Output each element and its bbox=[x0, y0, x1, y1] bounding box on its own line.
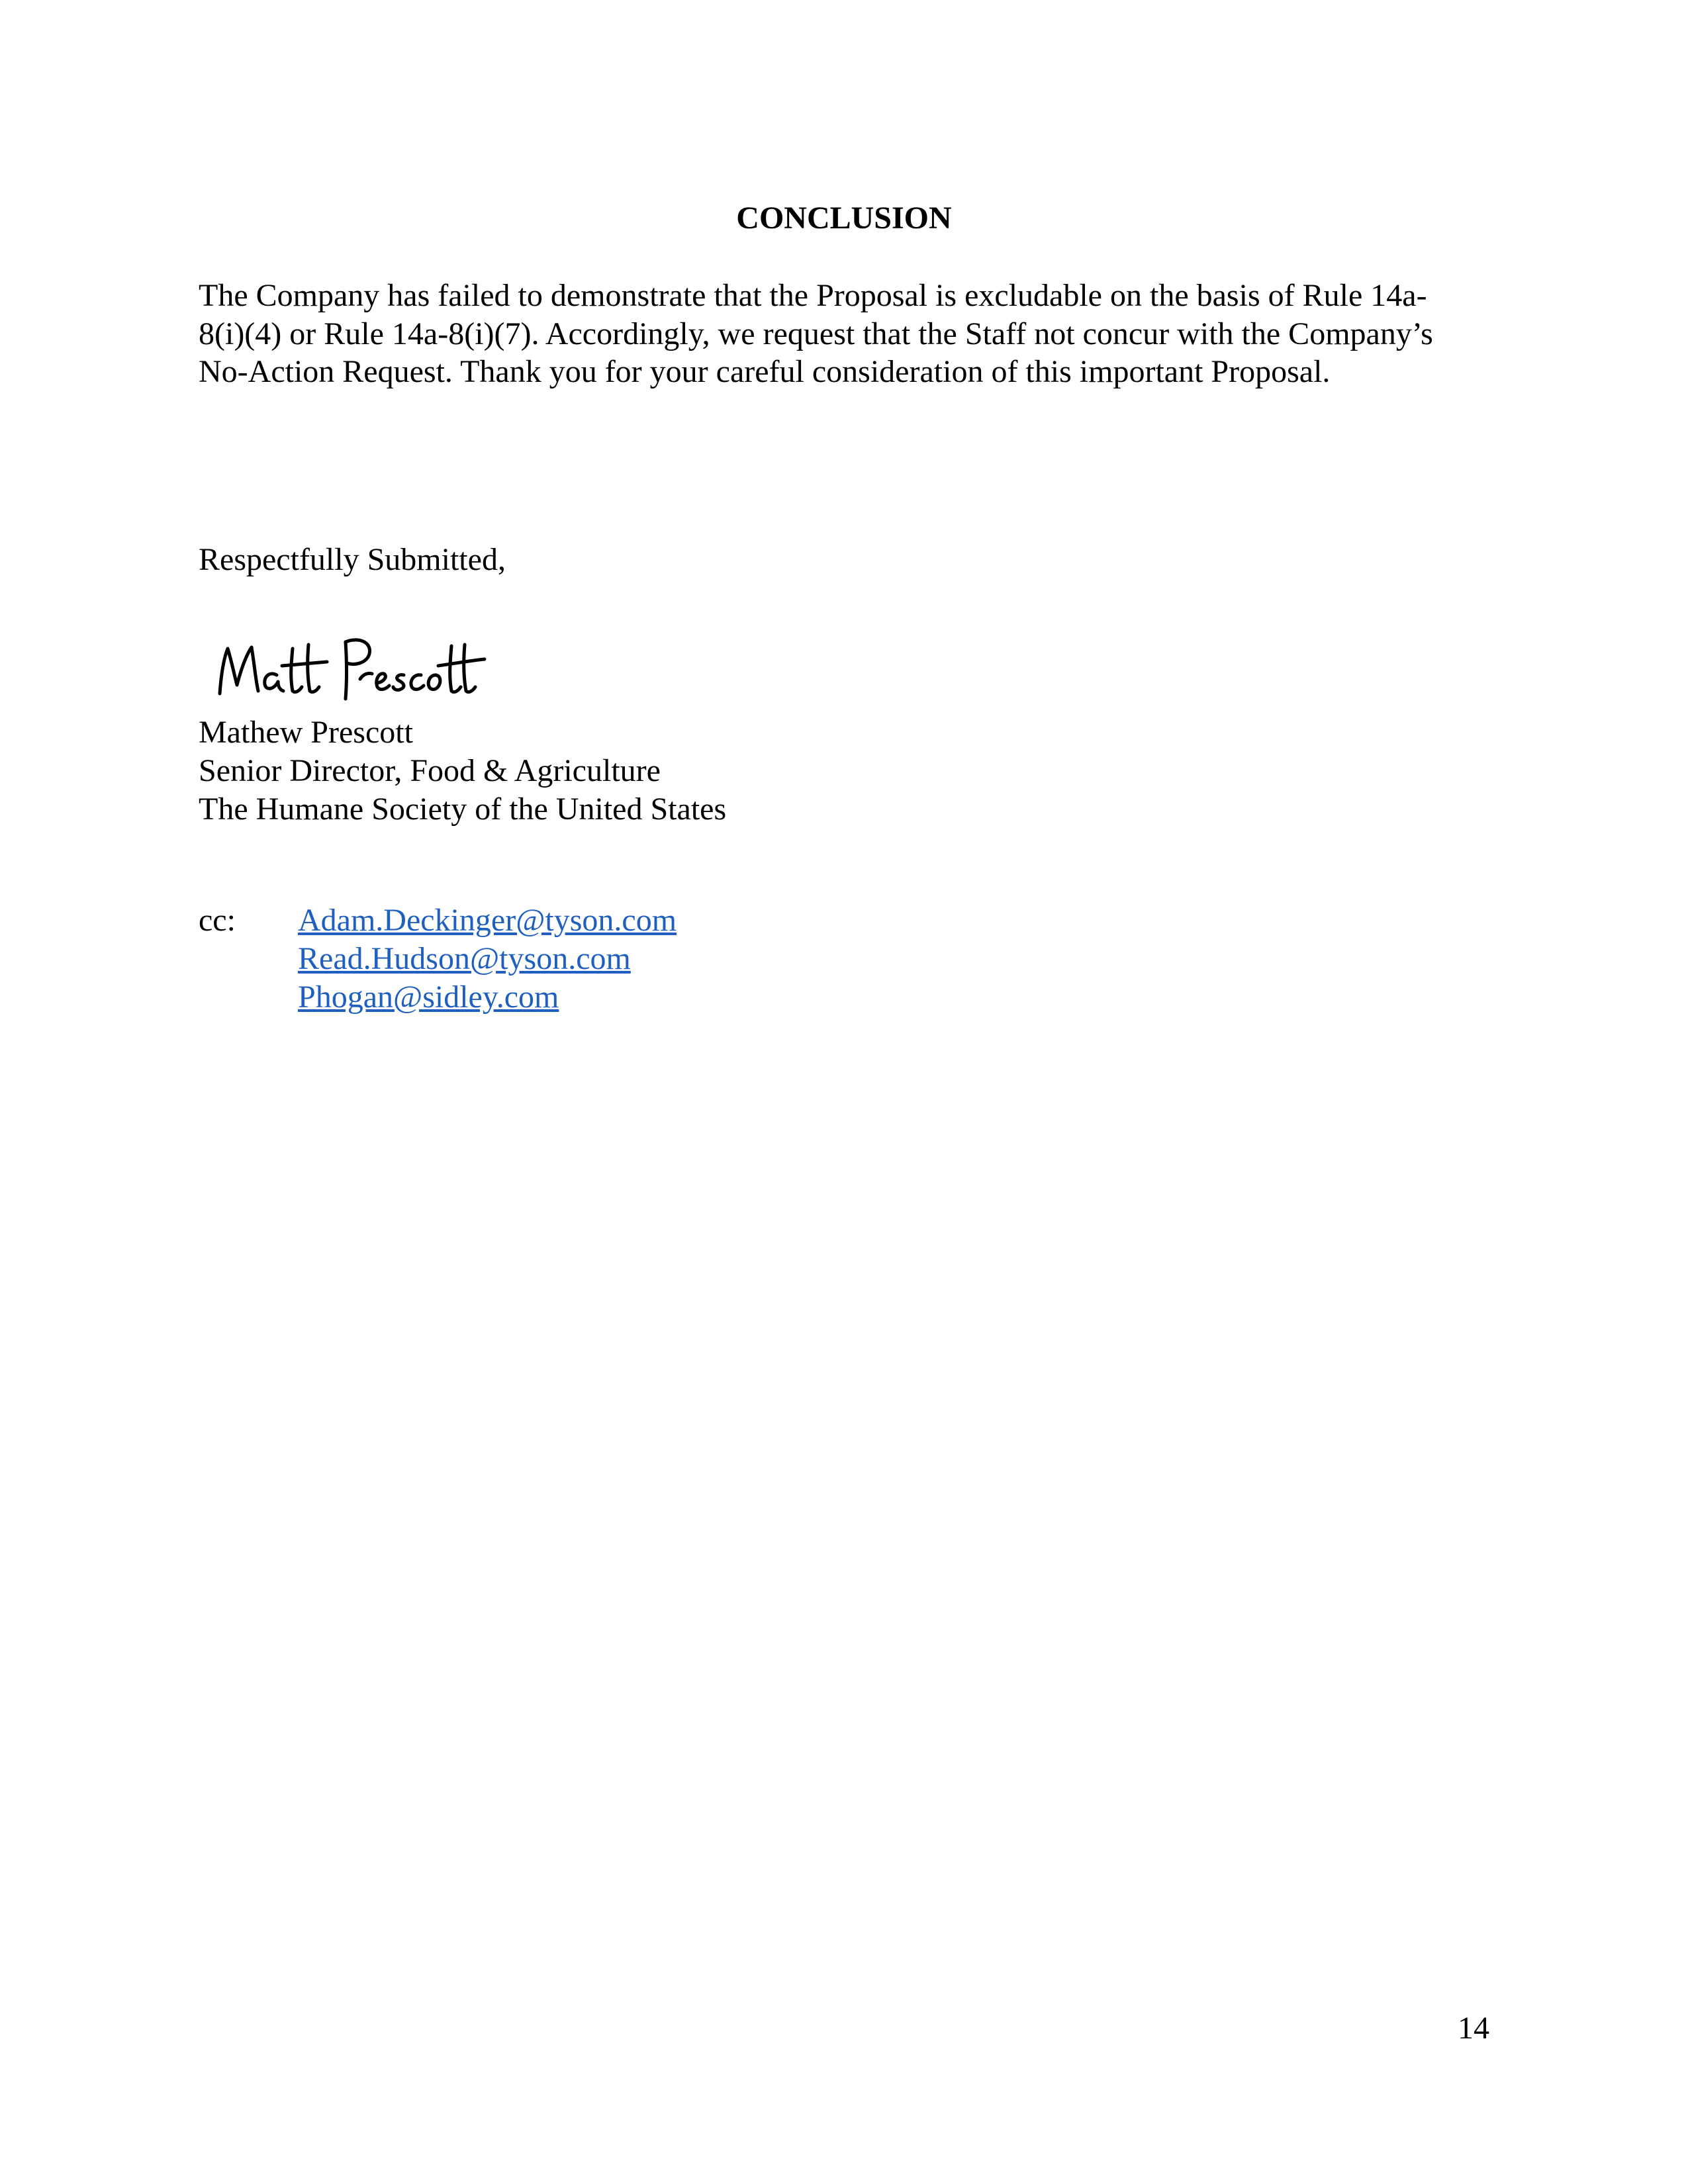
conclusion-paragraph bbox=[199, 277, 1496, 391]
cc-email-link[interactable]: Adam.Deckinger@tyson.com bbox=[298, 903, 677, 938]
cc-email-link[interactable]: Read.Hudson@tyson.com bbox=[298, 941, 631, 976]
cc-label: cc: bbox=[199, 903, 236, 938]
page-number: 14 bbox=[1458, 2011, 1489, 2046]
paragraph-line: 8(i)(4) or Rule 14a-8(i)(7). Accordingly, we request that the Staff not concur with the Company’s bbox=[199, 316, 1433, 351]
paragraph-line: The Company has failed to demonstrate that the Proposal is excludable on the basis of Rule 14a- bbox=[199, 278, 1427, 313]
closing-salutation: Respectfully Submitted, bbox=[199, 542, 506, 577]
paragraph-line: No-Action Request. Thank you for your careful consideration of this important Proposal. bbox=[199, 354, 1331, 389]
cc-email-link[interactable]: Phogan@sidley.com bbox=[298, 979, 559, 1015]
signer-block bbox=[199, 713, 726, 829]
signer-title: Senior Director, Food & Agriculture bbox=[199, 753, 661, 788]
signer-name: Mathew Prescott bbox=[199, 715, 413, 750]
signer-organization: The Humane Society of the United States bbox=[199, 792, 727, 827]
section-heading: CONCLUSION bbox=[736, 201, 952, 236]
cc-email-list bbox=[298, 901, 677, 1017]
handwritten-signature bbox=[211, 622, 489, 708]
